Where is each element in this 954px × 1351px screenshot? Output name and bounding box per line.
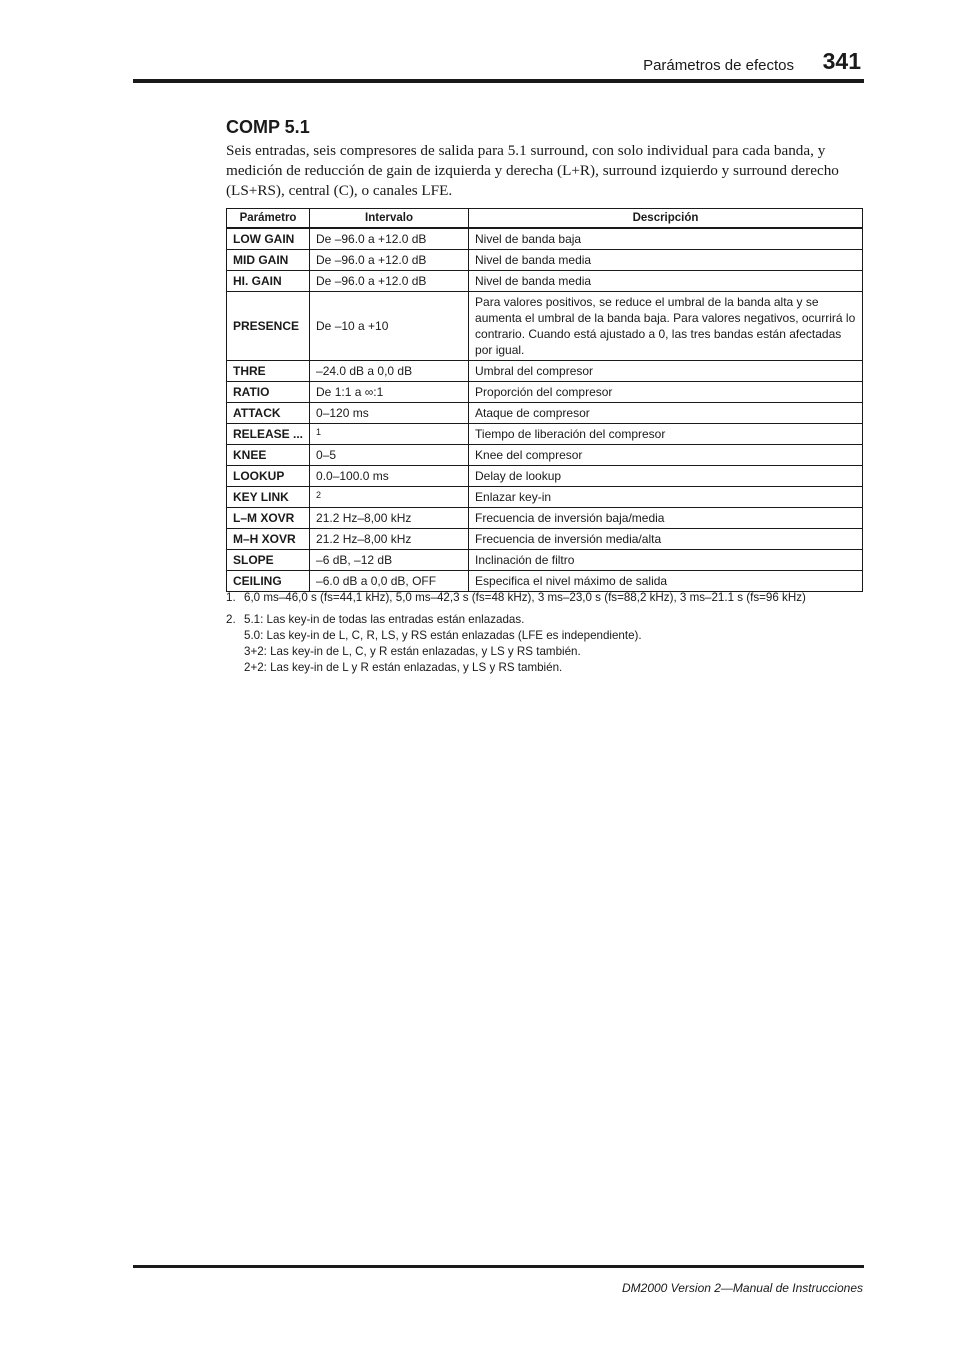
column-header-param: Parámetro [227, 209, 310, 229]
column-header-desc: Descripción [469, 209, 863, 229]
param-desc: Nivel de banda baja [469, 228, 863, 250]
param-name: LOW GAIN [227, 228, 310, 250]
param-name: MID GAIN [227, 250, 310, 271]
param-range: –6 dB, –12 dB [310, 550, 469, 571]
table-row [227, 292, 863, 361]
table-row [227, 250, 863, 271]
page-header [133, 50, 864, 82]
table-row [227, 529, 863, 550]
parameter-table [226, 208, 863, 592]
footnote-number: 1. [226, 591, 236, 604]
footnote-1 [226, 590, 866, 606]
header-title: Parámetros de efectos [643, 57, 794, 74]
table-row [227, 487, 863, 508]
param-range: De –10 a +10 [310, 292, 469, 361]
param-range: De –96.0 a +12.0 dB [310, 250, 469, 271]
table-row [227, 508, 863, 529]
param-range: 0–120 ms [310, 403, 469, 424]
param-range: 21.2 Hz–8,00 kHz [310, 508, 469, 529]
param-range: De –96.0 a +12.0 dB [310, 271, 469, 292]
footnote-line: 5.1: Las key-in de todas las entradas están enlazadas. [244, 613, 525, 626]
param-range: 0–5 [310, 445, 469, 466]
param-name: RATIO [227, 382, 310, 403]
param-range: –24.0 dB a 0,0 dB [310, 361, 469, 382]
param-desc: Inclinación de filtro [469, 550, 863, 571]
param-name: ATTACK [227, 403, 310, 424]
table-row [227, 271, 863, 292]
footnote-ref-1: 1 [310, 424, 469, 445]
param-range: De 1:1 a ∞:1 [310, 382, 469, 403]
footnote-ref-2: 2 [310, 487, 469, 508]
param-range: De –96.0 a +12.0 dB [310, 228, 469, 250]
table-row [227, 445, 863, 466]
param-name: CEILING [227, 571, 310, 592]
param-name: RELEASE ... [227, 424, 310, 445]
header-rule [133, 79, 864, 83]
param-desc: Nivel de banda media [469, 271, 863, 292]
param-desc: Knee del compresor [469, 445, 863, 466]
footer-text: DM2000 Version 2—Manual de Instrucciones [621, 1281, 863, 1295]
param-desc: Tiempo de liberación del compresor [469, 424, 863, 445]
param-name: M–H XOVR [227, 529, 310, 550]
param-desc: Enlazar key-in [469, 487, 863, 508]
table-row [227, 403, 863, 424]
footnote-line: 2+2: Las key-in de L y R están enlazadas, y LS y RS también. [244, 661, 563, 674]
footnotes [226, 590, 866, 676]
param-desc: Delay de lookup [469, 466, 863, 487]
param-desc: Umbral del compresor [469, 361, 863, 382]
table-row [227, 382, 863, 403]
param-range: 0.0–100.0 ms [310, 466, 469, 487]
column-header-range: Intervalo [310, 209, 469, 229]
page-number: 341 [822, 48, 861, 74]
param-range: –6.0 dB a 0,0 dB, OFF [310, 571, 469, 592]
table-row [227, 571, 863, 592]
param-name: KNEE [227, 445, 310, 466]
section-intro: Seis entradas, seis compresores de salida para 5.1 surround, con solo individual para cada banda, y medición de reducción de gain de izquierda y derecha (L+R), surround izquierdo y surround derecho (LS+RS), central (C), o canales LFE. [226, 142, 839, 199]
section-title: COMP 5.1 [226, 117, 310, 137]
footer-rule [133, 1265, 864, 1268]
footnote-line: 6,0 ms–46,0 s (fs=44,1 kHz), 5,0 ms–42,3 s (fs=48 kHz), 3 ms–23,0 s (fs=88,2 kHz), 3 ms–21.1 s (fs=96 kHz) [244, 591, 806, 604]
param-desc: Especifica el nivel máximo de salida [469, 571, 863, 592]
footnote-line: 3+2: Las key-in de L, C, y R están enlazadas, y LS y RS también. [244, 645, 581, 658]
param-name: THRE [227, 361, 310, 382]
footnote-number: 2. [226, 613, 236, 626]
param-desc: Frecuencia de inversión baja/media [469, 508, 863, 529]
table-row [227, 228, 863, 250]
footnote-line: 5.0: Las key-in de L, C, R, LS, y RS están enlazadas (LFE es independiente). [244, 629, 642, 642]
param-desc: Ataque de compresor [469, 403, 863, 424]
param-name: SLOPE [227, 550, 310, 571]
param-desc: Frecuencia de inversión media/alta [469, 529, 863, 550]
param-name: PRESENCE [227, 292, 310, 361]
table-row [227, 361, 863, 382]
footnote-2 [226, 612, 866, 676]
table-row [227, 424, 863, 445]
param-name: L–M XOVR [227, 508, 310, 529]
table-header-row [227, 209, 863, 229]
param-desc: Nivel de banda media [469, 250, 863, 271]
param-desc: Para valores positivos, se reduce el umbral de la banda alta y se aumenta el umbral de la banda baja. Para valores negativos, ocurrirá lo contrario. Cuando está ajustado a 0, las tres bandas están afectadas por igual. [469, 292, 863, 361]
table-row [227, 466, 863, 487]
param-name: HI. GAIN [227, 271, 310, 292]
param-name: KEY LINK [227, 487, 310, 508]
param-range: 21.2 Hz–8,00 kHz [310, 529, 469, 550]
table-row [227, 550, 863, 571]
param-name: LOOKUP [227, 466, 310, 487]
param-desc: Proporción del compresor [469, 382, 863, 403]
